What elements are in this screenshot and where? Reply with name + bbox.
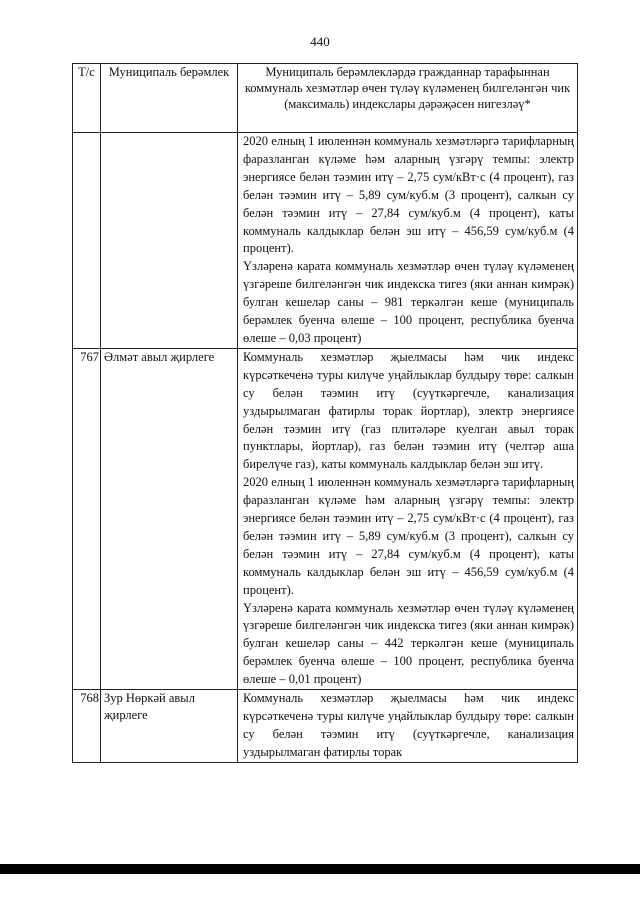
page-number: 440 — [310, 34, 330, 49]
paragraph: Коммуналь хезмәтләр җыелмасы һәм чик индекс күрсәткеченә туры килүче уңайлыклар булдыру төре: салкын су белән тәэмин итү (суүткәргечле, канализация уздырылмаган фатирлы торак йортлар), электр энергиясе белән тәэмин итү (газ плитәләре куелган авыл торак пунктлары, йортлар), газ белән тәэмин итү (челтәр аша бирелүче газ), каты коммуналь калдыклар белән эш итү. — [243, 349, 574, 472]
municipality-name: Әлмәт авыл җирлеге — [101, 348, 238, 689]
table-header-row — [73, 64, 578, 133]
paragraph: 2020 елның 1 июленнән коммуналь хезмәтләргә тарифларның фаразланган күләме һәм аларның үзгәрү темпы: электр энергиясе белән тәэмин итү – 2,75 сум/кВт·с (4 процент), газ белән тәэмин итү – 5,89 сум/куб.м (3 процент), салкын су белән тәэмин итү – 27,84 сум/куб.м (4 процент), каты коммуналь калдыклар белән эш итү – 456,59 сум/куб.м (4 процент). — [243, 475, 574, 597]
paragraph: 2020 елның 1 июленнән коммуналь хезмәтләргә тарифларның фаразланган күләме һәм аларның үзгәрү темпы: электр энергиясе белән тәэмин итү – 2,75 сум/кВт·с (4 процент), газ белән тәэмин итү – 5,89 сум/куб.м (3 процент), салкын су белән тәэмин итү – 27,84 сум/куб.м (4 процент), каты коммуналь калдыклар белән эш итү – 456,59 сум/куб.м (4 процент). — [243, 134, 574, 256]
scan-edge-bar — [0, 864, 640, 874]
justification-cell — [238, 690, 578, 763]
header-number: Т/с — [73, 64, 101, 133]
table-row — [73, 348, 578, 689]
municipality-name: Зур Нөркәй авыл җирлеге — [101, 690, 238, 763]
justification-cell — [238, 133, 578, 349]
row-number: 768 — [73, 690, 101, 763]
header-justification: Муниципаль берәмлекләрдә гражданнар тарафыннан коммуналь хезмәтләр өчен түләү күләменең билгеләнгән чик (максималь) индекслары дәрәҗәсен нигезләү* — [238, 64, 578, 133]
paragraph: Үзләренә карата коммуналь хезмәтләр өчен түләү күләменең үзгәреше билгеләнгән чик индекска тигез (яки аннан кимрәк) булган кешеләр саны – 981 теркәлгән кеше (муниципаль берәмлек буенча өлеше – 100 процент, республика буенча өлеше – 0,03 процент) — [243, 259, 574, 345]
table-row — [73, 133, 578, 349]
header-municipality: Муниципаль берәмлек — [101, 64, 238, 133]
paragraph: Коммуналь хезмәтләр җыелмасы һәм чик индекс күрсәткеченә туры килүче уңайлыклар булдыру төре: салкын су белән тәэмин итү (суүткәргечле, канализация уздырылмаган фатирлы торак — [243, 691, 574, 759]
justification-cell — [238, 348, 578, 689]
paragraph: Үзләренә карата коммуналь хезмәтләр өчен түләү күләменең үзгәреше билгеләнгән чик индекска тигез (яки аннан кимрәк) булган кешеләр саны – 442 теркәлгән кеше (муниципаль берәмлек буенча өлеше – 100 процент, республика буенча өлеше – 0,01 процент) — [243, 600, 574, 687]
row-number — [73, 133, 101, 349]
table-row — [73, 690, 578, 763]
clipped-text — [243, 690, 574, 762]
tariff-index-table — [72, 63, 578, 763]
municipality-name — [101, 133, 238, 349]
row-number: 767 — [73, 348, 101, 689]
